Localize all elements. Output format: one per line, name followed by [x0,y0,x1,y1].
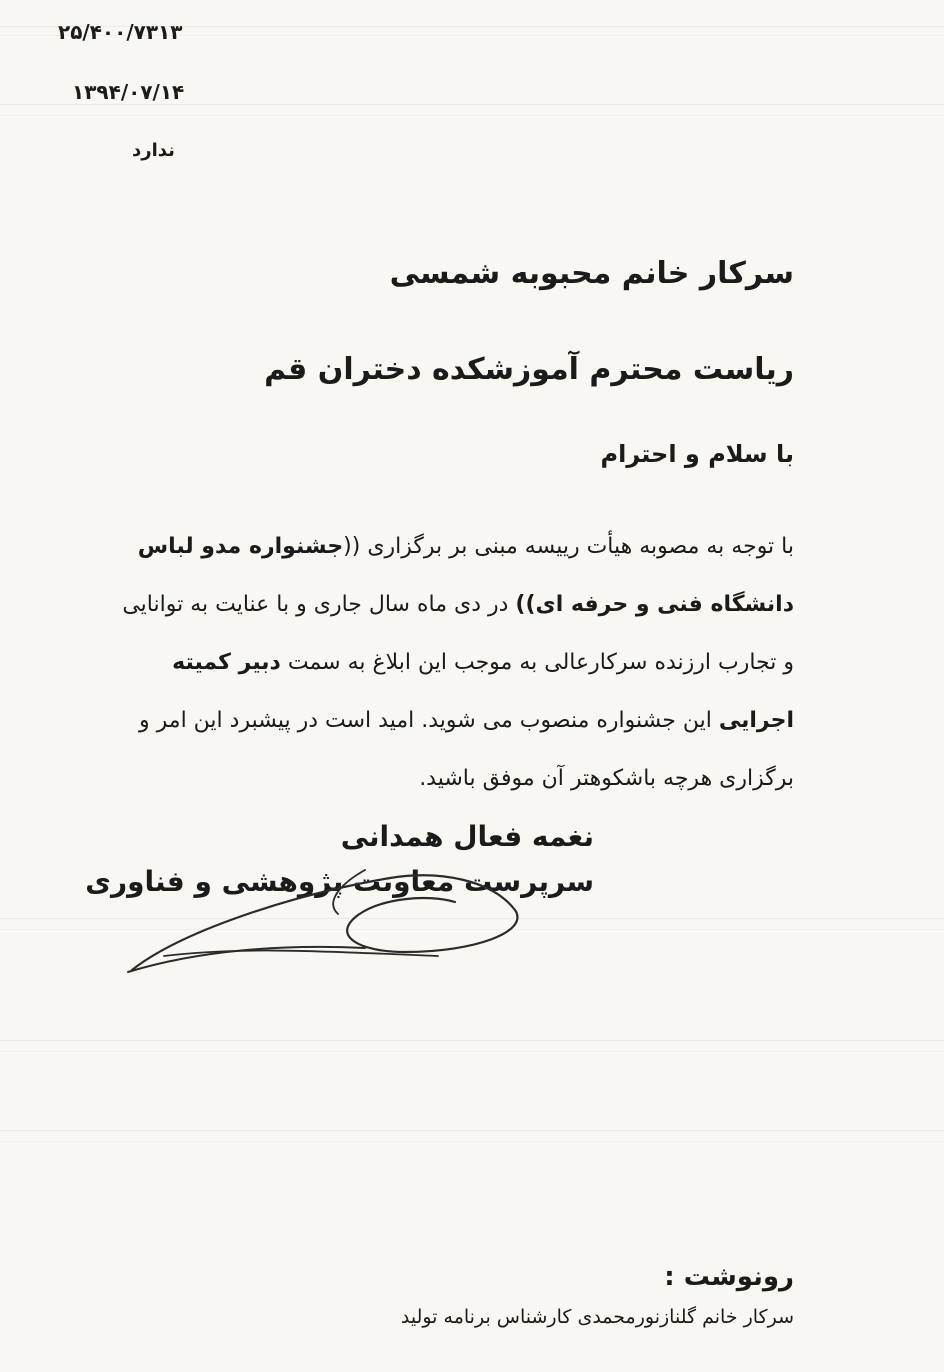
body-text-segment: در دی ماه سال جاری و با عنایت به توانایی [122,592,516,617]
body-line [59,634,794,692]
festival-name: جشنواره مدو لباس [137,534,344,559]
body-text-segment: با توجه به مصوبه هیأت رییسه مبنی بر برگزاری (( [343,534,794,559]
attachment-status: ندارد [132,140,175,161]
executive-title: اجرایی [718,708,794,733]
document-date: ۱۳۹۴/۰۷/۱۴ [72,80,185,104]
body-line [59,576,794,634]
reference-number: ۲۵/۴۰۰/۷۳۱۳ [58,20,183,44]
body-line [59,692,794,750]
copy-recipient: سرکار خانم گلنازنورمحمدی کارشناس برنامه تولید [400,1306,794,1328]
signer-title: سرپرست معاونت پژوهشی و فناوری [85,865,594,898]
recipient-name: سرکار خانم محبوبه شمسی [389,256,794,291]
greeting: با سلام و احترام [600,440,794,468]
letter-body [59,518,794,808]
copy-label: رونوشت : [664,1262,794,1292]
body-line [59,518,794,576]
background-line [0,1130,944,1142]
body-text-segment: این جشنواره منصوب می شوید. امید است در پیشبرد این امر و [139,708,719,733]
handwritten-signature [120,860,550,990]
recipient-title: ریاست محترم آموزشکده دختران قم [264,352,794,387]
committee-title: دبیر کمیته [172,650,281,675]
body-text-segment: و تجارب ارزنده سرکارعالی به موجب این ابلاغ به سمت [280,650,794,675]
university-name: دانشگاه فنی و حرفه ای)) [515,592,794,617]
body-line: برگزاری هرچه باشکوهتر آن موفق باشید. [419,766,794,791]
background-line [0,1040,944,1052]
background-line [0,104,944,116]
signer-name: نغمه فعال همدانی [340,820,594,853]
